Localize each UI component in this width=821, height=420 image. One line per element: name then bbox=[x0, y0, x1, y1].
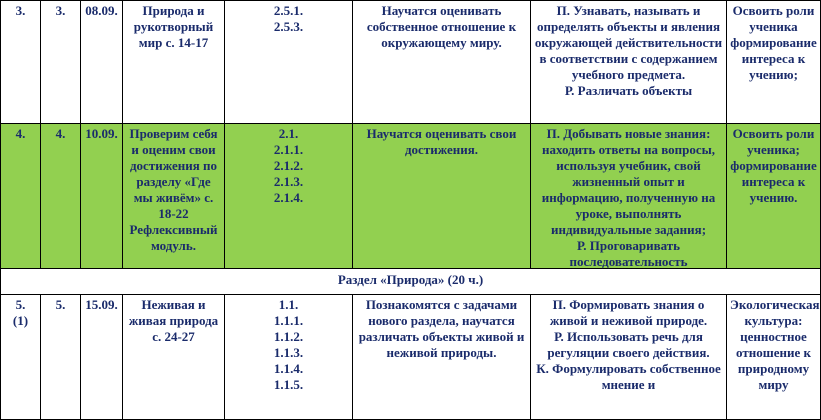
learning-activities: П. Формировать знания о живой и неживой природе. Р. Использовать речь для регуляции своего действия. К. Формулировать собственное мнение и bbox=[536, 297, 721, 392]
lesson-topic: Природа и рукотворный мир с. 14-17 bbox=[133, 3, 217, 50]
personal-cell bbox=[727, 124, 821, 269]
content-codes: 2.1. 2.1.1. 2.1.2. 2.1.3. 2.1.4. bbox=[273, 126, 304, 205]
personal-results: Освоить роли ученика формирование интереса к учению; bbox=[730, 3, 821, 82]
results-cell bbox=[353, 124, 531, 269]
row-number-cell bbox=[1, 1, 41, 124]
section-header-row bbox=[1, 269, 821, 295]
uud-cell bbox=[531, 1, 727, 124]
table-row bbox=[1, 295, 821, 420]
lesson-topic: Проверим себя и оценим свои достижения по разделу «Где мы живём» с. 18-22 Рефлексивный модуль. bbox=[129, 126, 221, 253]
codes-cell bbox=[225, 1, 353, 124]
lesson-number: 3. bbox=[55, 3, 66, 18]
lesson-number: 4. bbox=[55, 126, 66, 141]
lesson-number: 5. bbox=[55, 297, 66, 312]
personal-cell bbox=[727, 295, 821, 420]
learning-activities: П. Узнавать, называть и определять объекты и явления окружающей действительности в соответствии с содержанием учебного предмета. Р. Различать объекты bbox=[534, 3, 723, 98]
topic-cell bbox=[123, 124, 225, 269]
results-cell bbox=[353, 1, 531, 124]
section-header-cell bbox=[1, 269, 821, 295]
table-row bbox=[1, 1, 821, 124]
row-number-cell bbox=[1, 124, 41, 269]
lesson-number-cell bbox=[41, 1, 81, 124]
lesson-date: 10.09. bbox=[85, 126, 118, 141]
results-cell bbox=[353, 295, 531, 420]
row-number: 3. bbox=[15, 3, 26, 18]
codes-cell bbox=[225, 124, 353, 269]
lesson-date: 15.09. bbox=[85, 297, 118, 312]
subject-results: Научатся оценивать свои достижения. bbox=[366, 126, 520, 157]
section-title: Раздел «Природа» (20 ч.) bbox=[337, 272, 484, 287]
content-codes: 2.5.1. 2.5.3. bbox=[273, 3, 304, 34]
codes-cell bbox=[225, 295, 353, 420]
date-cell bbox=[81, 1, 123, 124]
personal-cell bbox=[727, 1, 821, 124]
row-number-cell bbox=[1, 295, 41, 420]
content-codes: 1.1. 1.1.1. 1.1.2. 1.1.3. 1.1.4. 1.1.5. bbox=[273, 297, 304, 392]
personal-results: Экологическая культура: ценностное отношение к природному миру bbox=[730, 297, 820, 392]
personal-results: Освоить роли ученика; формирование интереса к учению. bbox=[730, 126, 821, 205]
topic-cell bbox=[123, 1, 225, 124]
subject-results: Познакомятся с задачами нового раздела, научатся различать объекты живой и неживой природы. bbox=[358, 297, 528, 360]
table-row bbox=[1, 124, 821, 269]
lesson-topic: Неживая и живая природа с. 24-27 bbox=[128, 297, 222, 344]
lesson-number-cell bbox=[41, 295, 81, 420]
uud-cell bbox=[531, 124, 727, 269]
lesson-date: 08.09. bbox=[85, 3, 118, 18]
learning-activities: П. Добывать новые знания: находить ответы на вопросы, используя учебник, свой жизненный опыт и информацию, полученную на уроке, выполнять индивидуальные задания; Р. Проговаривать последовательность bbox=[541, 126, 716, 269]
topic-cell bbox=[123, 295, 225, 420]
lesson-number-cell bbox=[41, 124, 81, 269]
row-number: 4. bbox=[15, 126, 26, 141]
row-number: 5. (1) bbox=[12, 297, 29, 328]
date-cell bbox=[81, 124, 123, 269]
uud-cell bbox=[531, 295, 727, 420]
subject-results: Научатся оценивать собственное отношение к окружающему миру. bbox=[366, 3, 520, 50]
date-cell bbox=[81, 295, 123, 420]
